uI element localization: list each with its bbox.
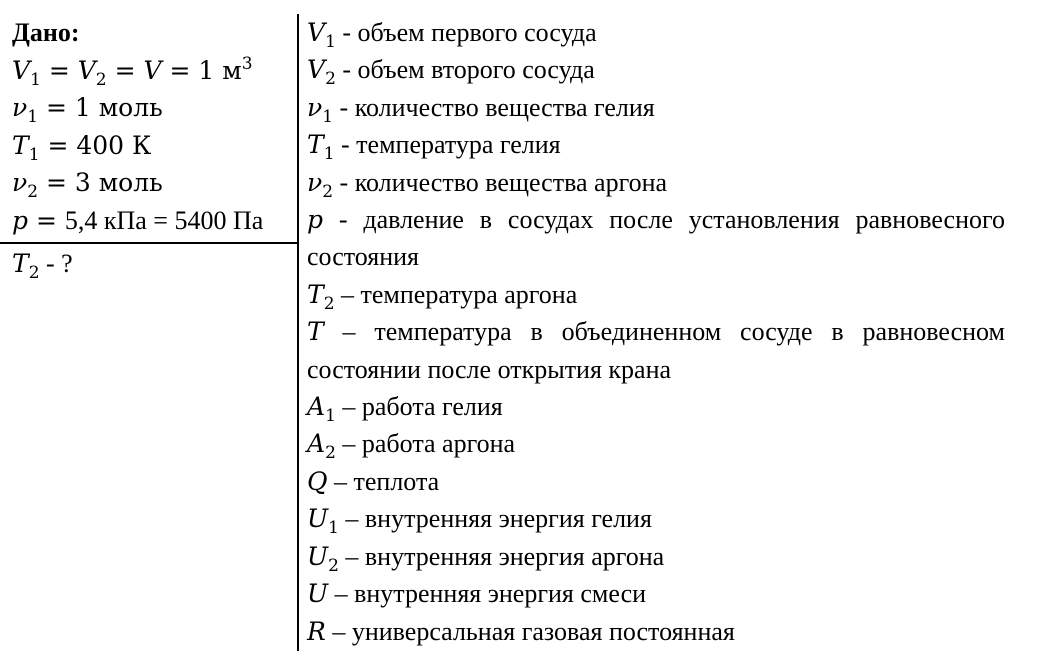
definition-text: - температура гелия [334,130,561,160]
given-title: Дано: [12,18,80,47]
definition-text: - количество вещества аргона [333,167,668,197]
given-volume: $V_1 = V_2 = V = 1$ $м^3$ [12,53,253,90]
definition-symbol: U [307,541,329,571]
nu2-subscript: 2 [27,182,39,202]
definition-row [307,613,1005,650]
definition-symbol: p [307,205,324,235]
given-pressure: p = 5,4 кПа = 5400 Па [12,205,264,235]
volume-value: 1 м [198,55,242,85]
definition-symbol: A [307,429,326,459]
given-find-divider [0,242,298,244]
definition-subscript: 2 [322,181,334,202]
definition-symbol: R [307,616,326,646]
definition-row [307,425,1005,462]
definition-subscript: 1 [325,406,336,427]
definition-symbol: V [307,55,326,85]
definition-text: – теплота [327,466,440,496]
definition-subscript: 1 [322,106,334,127]
definition-text: – универсальная газовая постоянная [325,616,735,646]
definition-text: – температура аргона [334,279,578,309]
definition-text: – работа аргона [335,429,516,459]
volume-symbol-2: V [77,55,96,85]
definition-subscript: 1 [328,518,339,539]
nu1-value: 1 моль [74,93,163,122]
volume-symbol-3: V [143,55,162,85]
column-divider [297,14,299,651]
definition-text: - количество вещества гелия [333,92,655,122]
definition-subscript: 2 [325,443,336,464]
given-temperature-helium: $T_1 = 400$ К [12,130,152,165]
definition-row [307,14,1005,51]
definition-symbol: ν [307,92,323,122]
definition-symbol: T [307,279,324,309]
definition-row [307,463,1005,500]
definition-row [307,388,1005,425]
definition-subscript: 2 [325,69,336,90]
definition-subscript: 1 [323,144,335,165]
definitions-column [307,14,1005,650]
find-row [12,245,73,282]
definition-symbol: T [307,130,324,160]
definition-symbol: V [307,18,326,47]
definition-row [307,51,1005,88]
given-amount-argon: $\nu_2 = 3$ моль [12,168,163,202]
volume-unit-power: 3 [241,53,253,74]
definition-symbol: ν [307,167,323,197]
definition-row [307,89,1005,126]
definition-text: - объем первого сосуда [335,18,597,47]
definition-row [307,313,1005,388]
p-symbol: p [12,205,29,235]
definition-row [307,538,1005,575]
volume-subscript-2: 2 [95,69,107,90]
definition-text: - давление в сосудах после установления равновесного состояния [307,205,1005,272]
find-symbol: T [12,249,29,278]
definition-row [307,575,1005,612]
p-value: 5,4 кПа = 5400 Па [64,205,264,235]
definition-text: – внутренняя энергия аргона [338,541,665,571]
definition-subscript: 2 [328,555,339,576]
nu2-symbol: ν [12,168,28,197]
definition-subscript: 2 [323,293,335,314]
definition-subscript: 1 [325,32,336,52]
t1-value: 400 К [76,130,152,160]
definition-row [307,500,1005,537]
definition-symbol: U [307,579,329,609]
t1-symbol: T [12,130,29,160]
nu1-subscript: 1 [27,107,39,127]
definition-row [307,201,1005,276]
definition-text: - объем второго сосуда [335,55,595,85]
definition-text: – температура в объединенном сосуде в равновесном состоянии после открытия крана [307,317,1005,384]
definition-row [307,126,1005,163]
definition-row [307,276,1005,313]
definition-row [307,164,1005,201]
given-amount-helium: $\nu_1 = 1$ моль [12,93,163,127]
definition-symbol: T [307,317,324,347]
definition-text: – внутренняя энергия смеси [328,579,647,609]
definition-symbol: Q [307,466,328,496]
definition-text: – внутренняя энергия гелия [338,504,652,534]
volume-symbol-1: V [12,55,31,85]
definition-symbol: U [307,504,329,534]
definition-symbol: A [307,392,326,422]
given-column [12,14,296,239]
t1-subscript: 1 [28,144,40,165]
volume-subscript-1: 1 [30,69,41,90]
find-subscript: 2 [28,263,40,283]
nu1-symbol: ν [12,93,28,122]
nu2-value: 3 моль [74,168,163,197]
find-text: - ? [39,249,73,278]
definition-text: – работа гелия [335,392,503,422]
